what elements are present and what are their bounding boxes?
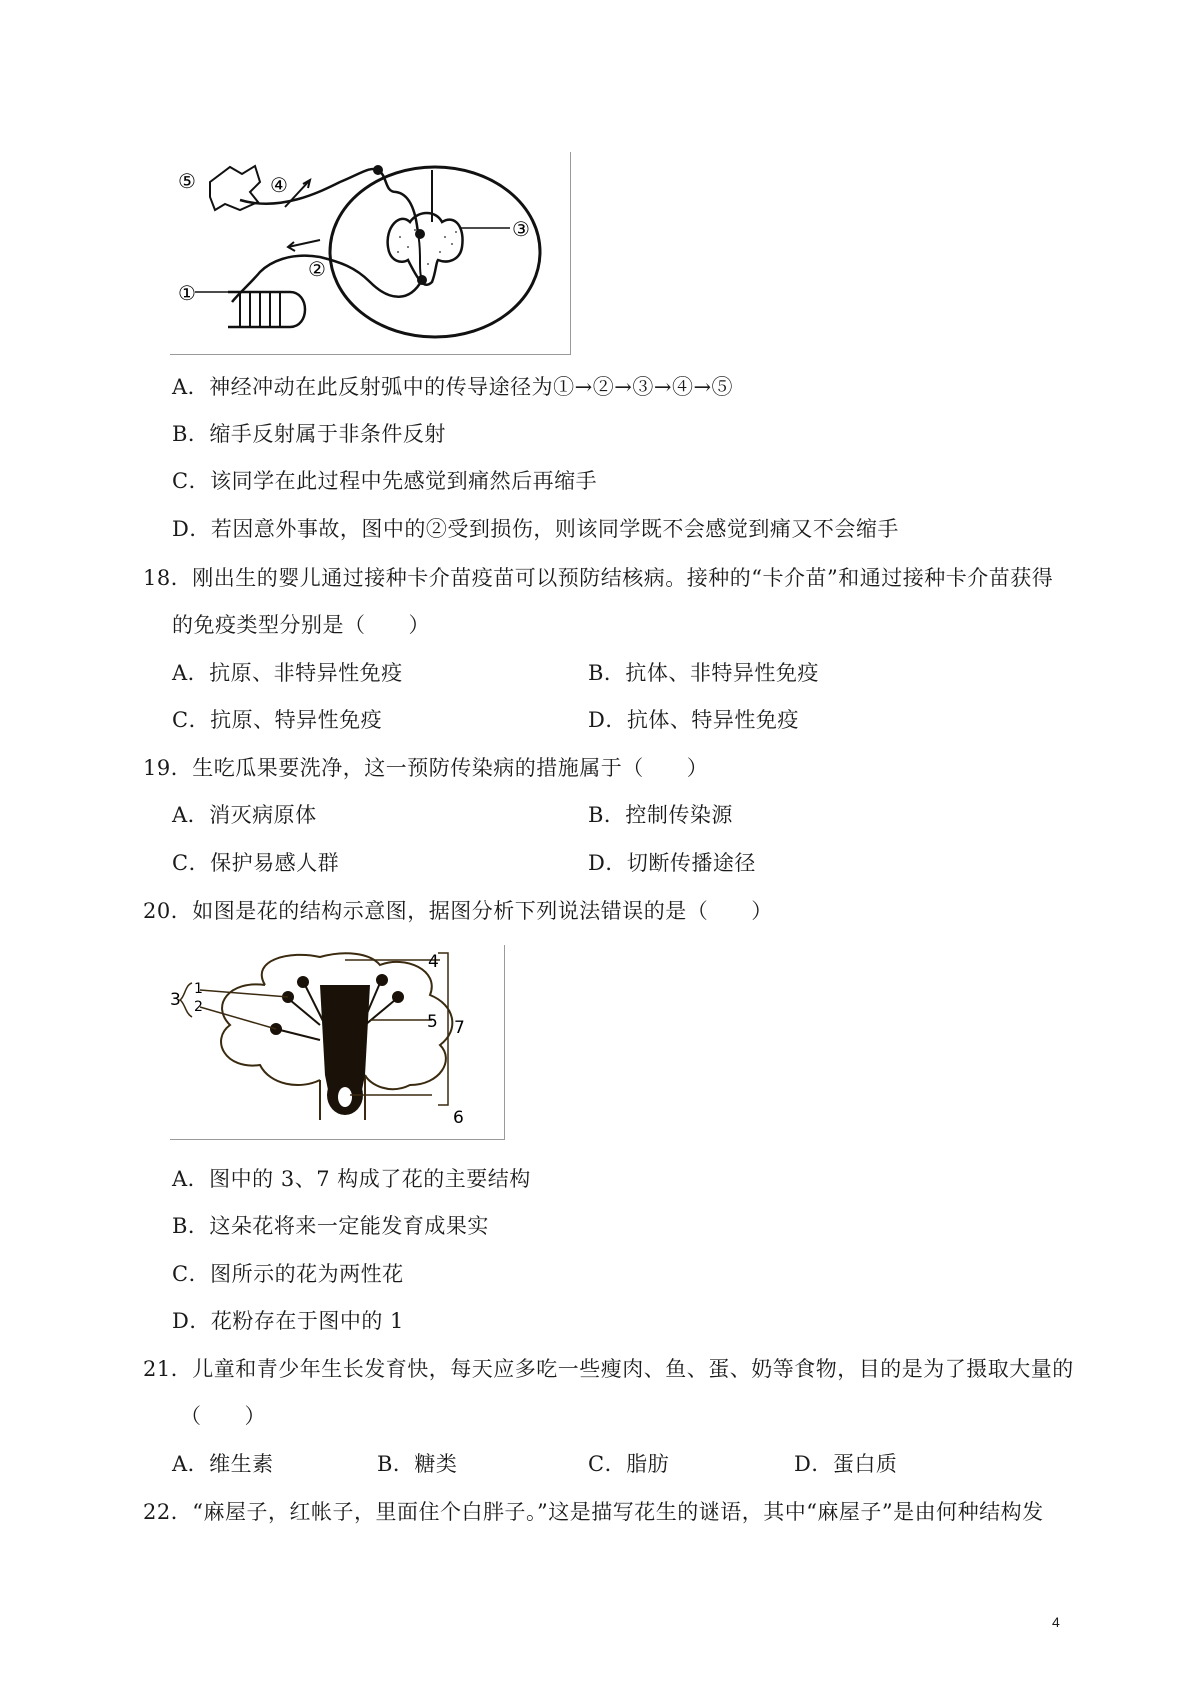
q21-option-b: B．糖类 [377, 1452, 458, 1476]
flower-label-1: 1 [194, 981, 203, 997]
q21-option-a: A．维生素 [172, 1452, 274, 1476]
page-number: 4 [1052, 1614, 1060, 1630]
q21-option-c: C．脂肪 [588, 1452, 670, 1476]
q21-option-d: D．蛋白质 [794, 1452, 898, 1476]
flower-label-3: 3 [170, 990, 181, 1010]
flower-label-5: 5 [427, 1012, 438, 1032]
q18-stem-line1: 18．刚出生的婴儿通过接种卡介苗疫苗可以预防结核病。接种的“卡介苗”和通过接种卡介苗获得 [143, 566, 1054, 590]
q19-option-b: B．控制传染源 [588, 803, 733, 827]
q20-option-c: C．图所示的花为两性花 [172, 1262, 404, 1286]
q21-stem-line2: （ ） [180, 1404, 266, 1428]
q17-option-c: C．该同学在此过程中先感觉到痛然后再缩手 [172, 469, 598, 493]
q18-option-a: A．抗原、非特异性免疫 [172, 661, 403, 685]
q18-option-c: C．抗原、特异性免疫 [172, 708, 383, 732]
flower-diagram [170, 945, 504, 1139]
q18-stem-line2: 的免疫类型分别是（ ） [172, 613, 430, 637]
q22-stem-line1: 22．“麻屋子，红帐子，里面住个白胖子。”这是描写花生的谜语，其中“麻屋子”是由何种结构发 [143, 1500, 1044, 1524]
q19-option-c: C．保护易感人群 [172, 851, 340, 875]
q20-option-a: A．图中的 3、7 构成了花的主要结构 [172, 1167, 531, 1191]
q19-stem: 19．生吃瓜果要洗净，这一预防传染病的措施属于（ ） [143, 756, 709, 780]
q17-option-d: D．若因意外事故，图中的②受到损伤，则该同学既不会感觉到痛又不会缩手 [172, 517, 899, 541]
reflex-arc-figure [170, 152, 571, 355]
flower-label-7: 7 [454, 1018, 465, 1038]
q20-option-b: B．这朵花将来一定能发育成果实 [172, 1214, 489, 1238]
reflex-label-5: ⑤ [178, 169, 196, 193]
q19-option-d: D．切断传播途径 [588, 851, 756, 875]
flower-label-2: 2 [194, 999, 203, 1015]
q17-option-a: A．神经冲动在此反射弧中的传导途径为①→②→③→④→⑤ [172, 375, 734, 399]
reflex-label-2: ② [308, 257, 326, 281]
flower-label-4: 4 [428, 952, 439, 972]
reflex-arc-diagram [170, 152, 570, 354]
flower-label-6: 6 [453, 1108, 464, 1128]
reflex-label-3: ③ [512, 217, 530, 241]
q21-stem-line1: 21．儿童和青少年生长发育快，每天应多吃一些瘦肉、鱼、蛋、奶等食物，目的是为了摄取大量的 [143, 1357, 1074, 1381]
q19-option-a: A．消灭病原体 [172, 803, 317, 827]
q20-option-d: D．花粉存在于图中的 1 [172, 1309, 404, 1333]
q18-option-b: B．抗体、非特异性免疫 [588, 661, 819, 685]
q18-option-d: D．抗体、特异性免疫 [588, 708, 799, 732]
q20-stem: 20．如图是花的结构示意图，据图分析下列说法错误的是（ ） [143, 899, 773, 923]
flower-structure-figure [170, 945, 505, 1140]
q17-option-b: B．缩手反射属于非条件反射 [172, 422, 446, 446]
reflex-label-4: ④ [270, 173, 288, 197]
reflex-label-1: ① [178, 281, 196, 305]
